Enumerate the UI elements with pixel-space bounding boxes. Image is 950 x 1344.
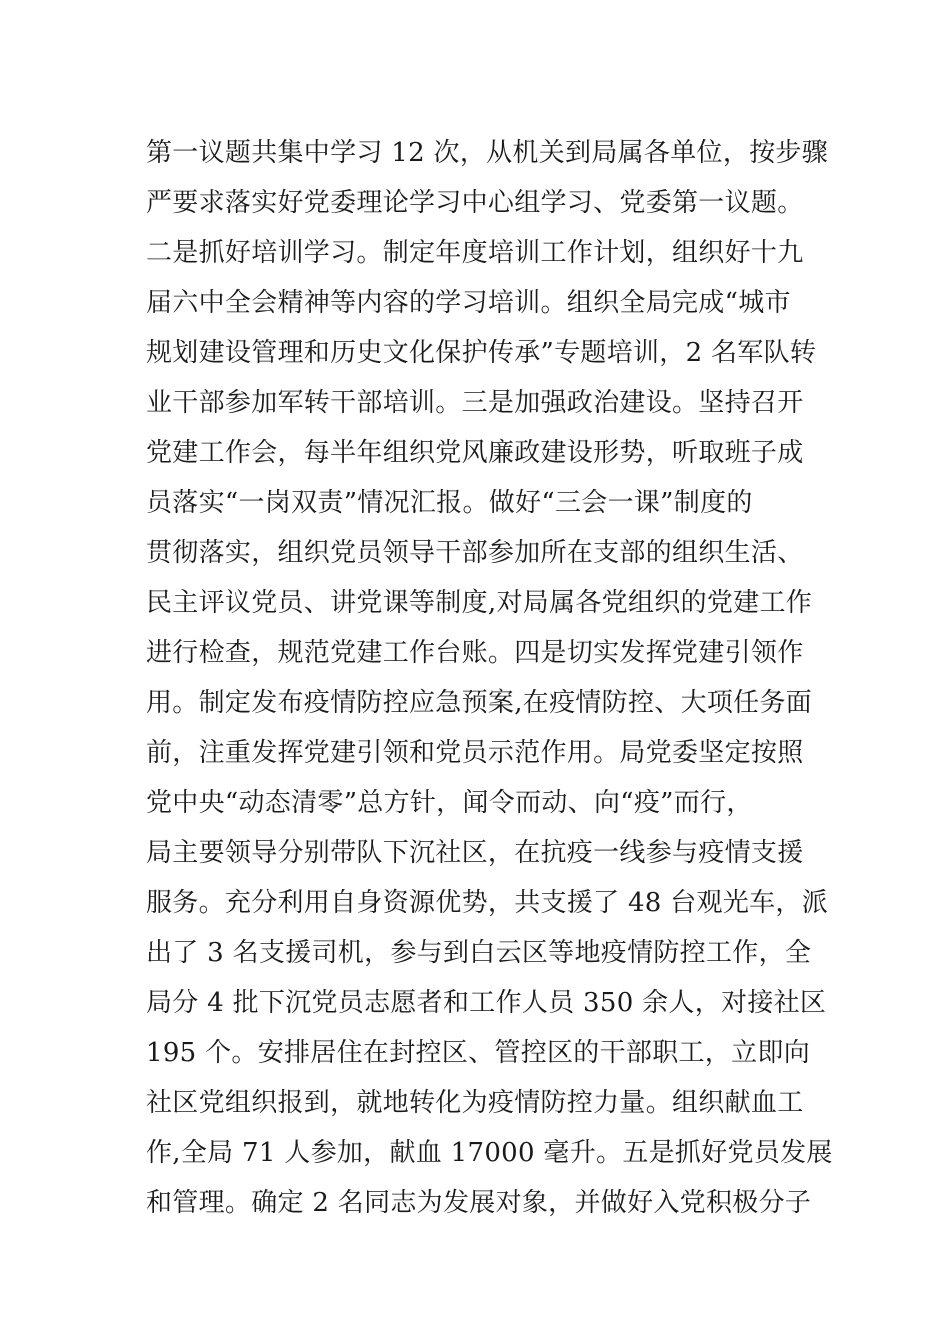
text-line: 社区党组织报到，就地转化为疫情防控力量。组织献血工 bbox=[146, 1088, 804, 1118]
text-line: 民主评议党员、讲党课等制度,对局属各党组织的党建工作 bbox=[146, 588, 813, 618]
text-line: 二是抓好培训学习。制定年度培训工作计划，组织好十九 bbox=[146, 238, 804, 268]
text-line: 党建工作会，每半年组织党风廉政建设形势，听取班子成 bbox=[146, 438, 804, 468]
text-line: 进行检查，规范党建工作台账。四是切实发挥党建引领作 bbox=[146, 638, 804, 668]
text-line: 前，注重发挥党建引领和党员示范作用。局党委坚定按照 bbox=[146, 738, 804, 768]
text-line: 局主要领导分别带队下沉社区，在抗疫一线参与疫情支援 bbox=[146, 838, 804, 868]
text-line: 195 个。安排居住在封控区、管控区的干部职工，立即向 bbox=[146, 1038, 810, 1068]
text-line: 党中央“动态清零”总方针，闻令而动、向“疫”而行， bbox=[146, 788, 753, 818]
body-paragraph bbox=[146, 128, 833, 1228]
text-line: 用。制定发布疫情防控应急预案,在疫情防控、大项任务面 bbox=[146, 688, 813, 718]
text-line: 局分 4 批下沉党员志愿者和工作人员 350 余人，对接社区 bbox=[146, 988, 827, 1018]
text-line: 贯彻落实，组织党员领导干部参加所在支部的组织生活、 bbox=[146, 538, 804, 568]
text-line: 业干部参加军转干部培训。三是加强政治建设。坚持召开 bbox=[146, 388, 804, 418]
text-line: 第一议题共集中学习 12 次，从机关到局属各单位，按步骤 bbox=[146, 138, 829, 168]
text-line: 规划建设管理和历史文化保护传承”专题培训，2 名军队转 bbox=[146, 338, 817, 368]
text-line: 严要求落实好党委理论学习中心组学习、党委第一议题。 bbox=[146, 188, 804, 218]
text-line: 作,全局 71 人参加，献血 17000 毫升。五是抓好党员发展 bbox=[146, 1138, 833, 1168]
text-line: 届六中全会精神等内容的学习培训。组织全局完成“城市 bbox=[146, 288, 791, 318]
text-line: 和管理。确定 2 名同志为发展对象，并做好入党积极分子 bbox=[146, 1188, 812, 1218]
text-line: 出了 3 名支援司机，参与到白云区等地疫情防控工作，全 bbox=[146, 938, 812, 968]
text-line: 员落实“一岗双责”情况汇报。做好“三会一课”制度的 bbox=[146, 488, 753, 518]
text-line: 服务。充分利用自身资源优势，共支援了 48 台观光车，派 bbox=[146, 888, 829, 918]
